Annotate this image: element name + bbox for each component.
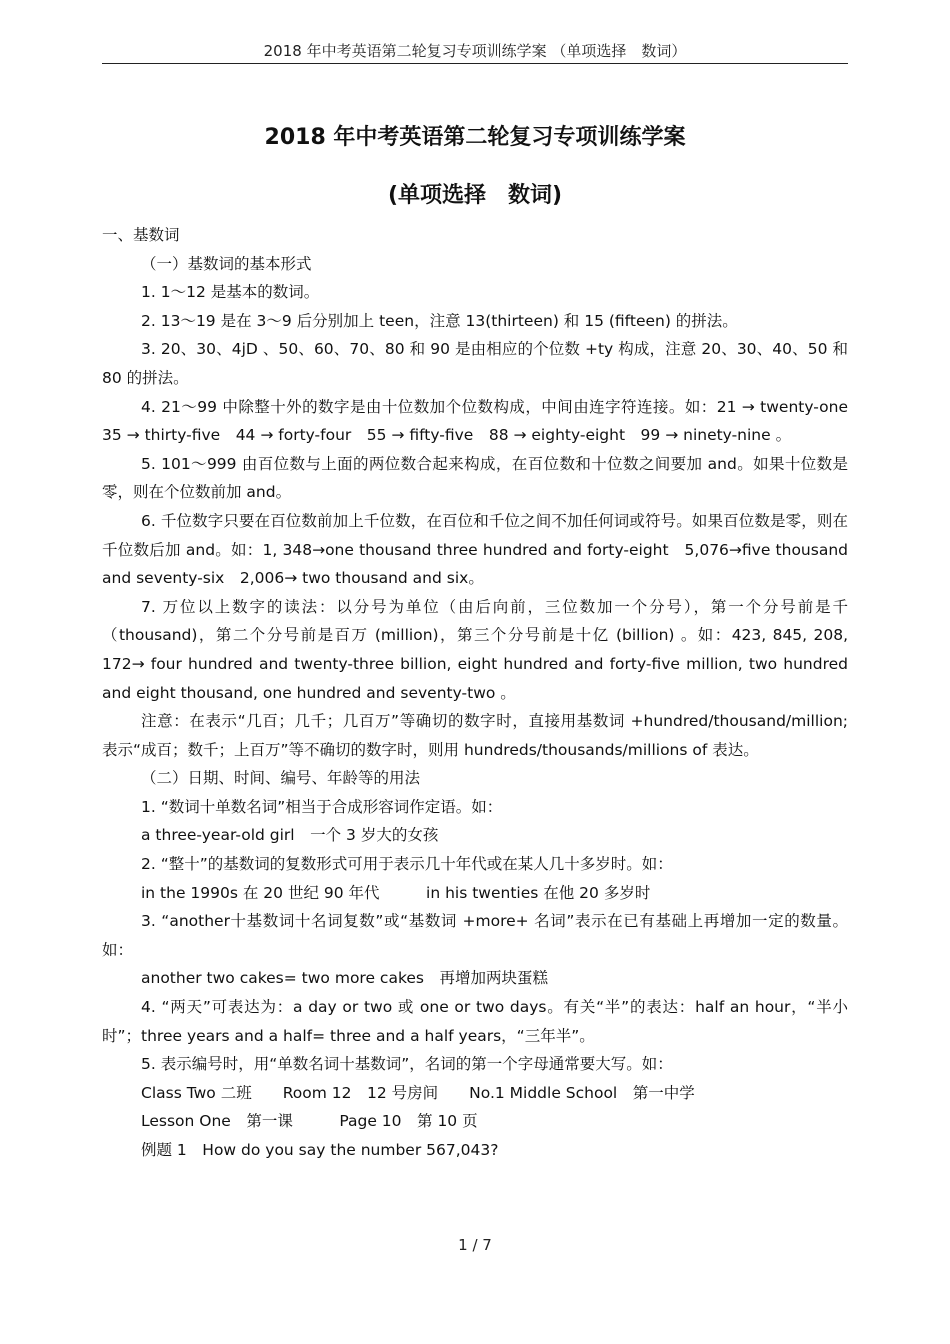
document-subtitle: (单项选择 数词) xyxy=(387,183,563,208)
document-body xyxy=(102,221,864,1165)
paragraph-usage-4: 4. “两天”可表达为：a day or two 或 one or two days。有关“半”的表达：half an hour，“半小时”；three years and a half= three and a half years，“三年半”。 xyxy=(102,998,848,1045)
subsection-heading-basic-forms: （一）基数词的基本形式 xyxy=(141,254,312,273)
example-usage-5b: Lesson One 第一课 Page 10 第 10 页 xyxy=(141,1112,478,1131)
page-number: 1 / 7 xyxy=(458,1236,492,1254)
exercise-question-1: 例题 1 How do you say the number 567,043? xyxy=(141,1141,499,1159)
paragraph-rule-5: 5. 101～999 由百位数与上面的两位数合起来构成，在百位数和十位数之间要加 and。如果十位数是零，则在个位数前加 and。 xyxy=(102,454,848,502)
paragraph-note: 注意：在表示“几百；几千；几百万”等确切的数字时，直接用基数词 +hundred/thousand/million; 表示“成百；数千；上百万”等不确切的数字时，则用 hundreds/thousands/millions of 表达。 xyxy=(102,712,848,759)
paragraph-rule-1: 1. 1～12 是基本的数词。 xyxy=(141,283,320,302)
subsection-heading-usage: （二）日期、时间、编号、年龄等的用法 xyxy=(141,769,421,788)
paragraph-rule-4: 4. 21～99 中除整十外的数字是由十位数加个位数构成，中间由连字符连接。如：21 → twenty-one 35 → thirty-five 44 → forty-four 55 → fifty-five 88 → eighty-eight 99 → ninety-nine 。 xyxy=(102,397,864,445)
document-title: 2018 年中考英语第二轮复习专项训练学案 xyxy=(264,125,686,150)
example-usage-5a: Class Two 二班 Room 12 12 号房间 No.1 Middle School 第一中学 xyxy=(141,1083,695,1102)
example-usage-2: in the 1990s 在 20 世纪 90 年代 in his twenties 在他 20 多岁时 xyxy=(141,883,651,902)
paragraph-rule-7: 7. 万位以上数字的读法：以分号为单位（由后向前，三位数加一个分号），第一个分号前是千（thousand)，第二个分号前是百万 (million)，第三个分号前是十亿 (billion) 。如：423, 845, 208, 172→ four hundred and twenty-three billion, eight hundred and forty-five million, two hundred and eight thousand, one hundred and seventy-two 。 xyxy=(102,597,848,702)
paragraph-usage-5: 5. 表示编号时，用“单数名词十基数词”，名词的第一个字母通常要大写。如： xyxy=(141,1055,673,1074)
paragraph-rule-6: 6. 千位数字只要在百位数前加上千位数，在百位和千位之间不加任何词或符号。如果百位数是零，则在千位数后加 and。如：1, 348→one thousand three hundred and forty-eight 5,076→five thousand and seventy-six 2,006→ two thousand and six。 xyxy=(102,511,848,588)
header-rule xyxy=(102,63,848,64)
example-usage-3: another two cakes= two more cakes 再增加两块蛋糕 xyxy=(141,969,548,988)
section-heading-cardinal-numbers: 一、基数词 xyxy=(102,226,180,244)
paragraph-usage-1: 1. “数词十单数名词”相当于合成形容词作定语。如： xyxy=(141,797,503,816)
paragraph-rule-2: 2. 13～19 是在 3～9 后分别加上 teen，注意 13(thirteen) 和 15 (fifteen) 的拼法。 xyxy=(141,311,738,330)
running-header: 2018 年中考英语第二轮复习专项训练学案 （单项选择 数词） xyxy=(263,42,687,60)
paragraph-usage-2: 2. “整十”的基数词的复数形式可用于表示几十年代或在某人几十多岁时。如： xyxy=(141,855,673,874)
paragraph-usage-3: 3. “another十基数词十名词复数”或“基数词 +more+ 名词”表示在已有基础上再增加一定的数量。如： xyxy=(102,912,848,959)
paragraph-rule-3: 3. 20、30、4jD 、50、60、70、80 和 90 是由相应的个位数 +ty 构成，注意 20、30、40、50 和 80 的拼法。 xyxy=(102,340,848,387)
example-usage-1: a three-year-old girl 一个 3 岁大的女孩 xyxy=(141,826,439,845)
